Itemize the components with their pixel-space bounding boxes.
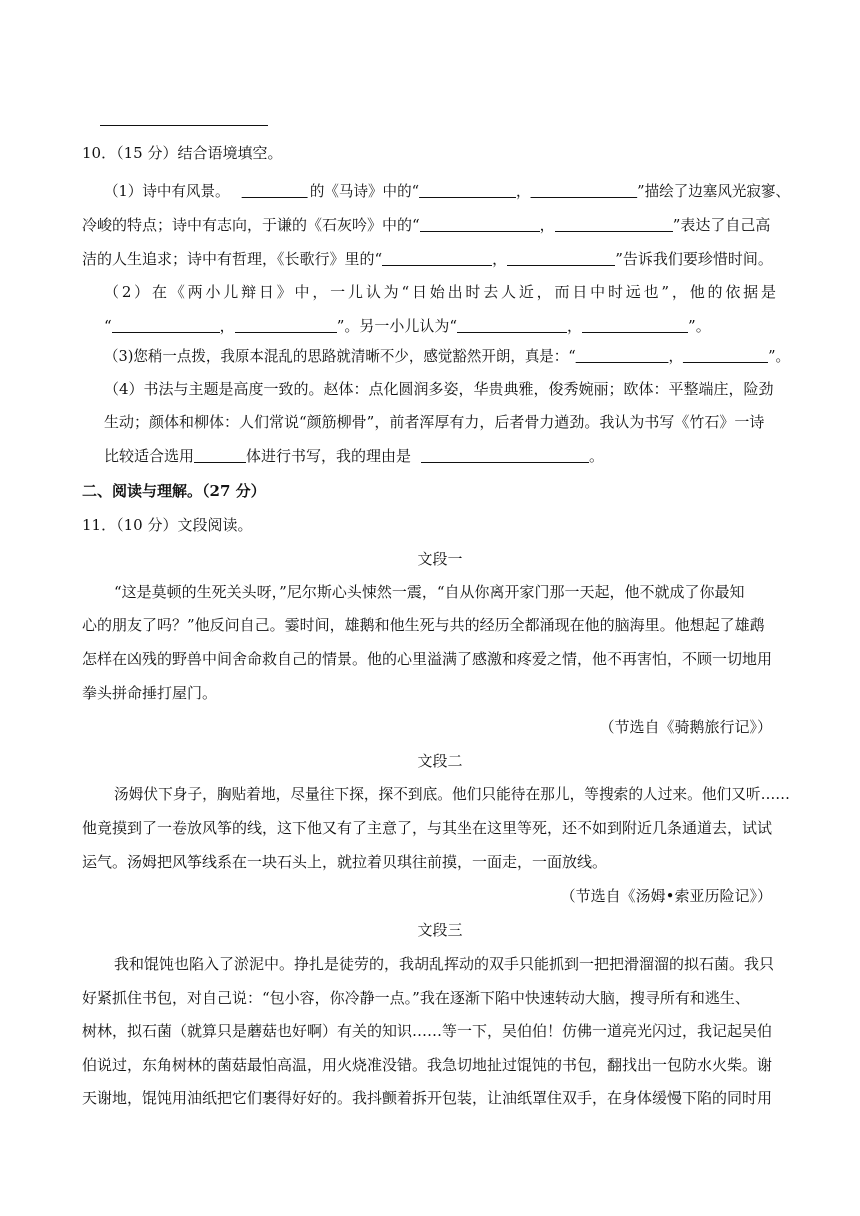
passage-2-source — [561, 886, 772, 906]
blank-shihuiyin-1[interactable] — [420, 215, 540, 232]
passage-2-line — [114, 784, 790, 804]
passage-2-heading — [0, 751, 860, 771]
q10-p3-comma: ， — [668, 347, 684, 365]
passage-3-line — [82, 1088, 772, 1108]
passage-2-line-3: 运气。汤姆把风筝线系在一块石头上，就拉着贝琪往前摸，一面走，一面放线。 — [82, 853, 608, 871]
q10-part4-line3 — [104, 446, 604, 466]
question-11-title-text: 11．（10 分）文段阅读。 — [82, 516, 253, 534]
q10-p2-line1-text: （2）在《两小儿辩日》中，一儿认为“日始出时去人近，而日中时远也”，他的依据是 — [104, 283, 776, 301]
section-2-heading — [82, 481, 266, 501]
blank-mashi-2[interactable] — [531, 181, 638, 198]
passage-1-heading — [0, 549, 860, 569]
passage-2-line-1: 汤姆伏下身子，胸贴着地，尽量往下探，探不到底。他们只能待在那儿，等搜索的人过来。他们又听…… — [114, 785, 791, 803]
passage-3-heading — [0, 920, 860, 940]
passage-3-line-3: 树林，拟石菌（就算只是蘑菇也好啊）有关的知识……等一下，吴伯伯！仿佛一道亮光闪过，我记起吴伯 — [82, 1022, 773, 1040]
passage-2-line-2: 他竟摸到了一卷放风筝的线，这下他又有了主意了，与其坐在这里等死，还不如到附近几条通道去，试试 — [82, 819, 773, 837]
passage-3-line — [114, 954, 774, 974]
passage-1-line — [82, 649, 772, 669]
passage-1-source — [599, 717, 772, 737]
q10-part1-line3 — [82, 249, 773, 269]
q10-p1-text-a: （1）诗中有风景。 — [104, 182, 230, 200]
q10-p3-text-c: ”。 — [768, 347, 790, 365]
q10-p1-text-b: 的《马诗》中的“ — [309, 182, 420, 200]
q10-part4-line2 — [104, 412, 764, 432]
q10-p1-line3-a: 洁的人生追求；诗中有哲理，《长歌行》里的“ — [82, 250, 383, 268]
blank-mashi-1[interactable] — [419, 181, 516, 198]
section-2-title: 二、阅读与理解。（27 分） — [82, 482, 266, 500]
question-11-title — [82, 515, 252, 535]
q10-part4-line1 — [104, 379, 774, 399]
q10-part2-line2 — [104, 316, 711, 336]
passage-1-line-4: 拳头拼命捶打屋门。 — [82, 684, 218, 702]
blank-poet[interactable] — [242, 181, 308, 198]
passage-3-line — [82, 988, 750, 1008]
q10-p4-line3-a: 比较适合选用 — [104, 447, 195, 465]
blank-dianbo-1[interactable] — [576, 346, 669, 363]
q10-p1-line2-comma: ， — [539, 216, 555, 234]
q10-p2-comma-1: ， — [219, 317, 235, 335]
q10-p1-text-d: ”描绘了边塞风光寂寥、 — [637, 182, 791, 200]
blank-liangxiaoer-3[interactable] — [457, 316, 567, 333]
q10-p1-line2-c: ”表达了自己高 — [672, 216, 771, 234]
passage-3-line-4: 伯说过，东角树林的菌菇最怕高温，用火烧准没错。我急切地扯过馄饨的书包，翻找出一包防水火柴。谢 — [82, 1056, 773, 1074]
q10-p4-line3-b: 体进行书写，我的理由是 — [246, 447, 412, 465]
blank-reason[interactable] — [421, 446, 589, 463]
q10-part3 — [104, 346, 790, 366]
blank-changgexing-1[interactable] — [382, 249, 492, 266]
q10-p4-line1-text: （4）书法与主题是高度一致的。赵体：点化圆润多姿，华贵典雅，俊秀婉丽；欧体：平整端庄，险劲 — [104, 380, 774, 398]
passage-3-line — [82, 1055, 772, 1075]
q10-p2-quote-open: “ — [104, 317, 112, 335]
passage-3-line-2: 好紧抓住书包，对自己说：“包小容，你冷静一点。”我在逐渐下陷中快速转动大脑，搜寻所有和逃生、 — [82, 989, 750, 1007]
passage-2-line — [82, 818, 772, 838]
blank-liangxiaoer-1[interactable] — [112, 316, 220, 333]
answer-blank-line[interactable] — [100, 125, 268, 126]
passage-2-heading-text: 文段二 — [417, 752, 463, 770]
question-10-title-text: 10．（15 分）结合语境填空。 — [82, 144, 283, 162]
blank-liangxiaoer-2[interactable] — [235, 316, 337, 333]
q10-p2-comma-2: ， — [567, 317, 583, 335]
passage-1-line — [82, 683, 217, 703]
passage-2-source-text: （节选自《汤姆•索亚历险记》） — [560, 887, 772, 905]
q10-part1-line2 — [82, 215, 770, 235]
blank-dianbo-2[interactable] — [683, 346, 768, 363]
q10-p4-line2-text: 生动；颜体和柳体：人们常说“颜筋柳骨”，前者浑厚有力，后者骨力遒劲。我认为书写《竹石》一诗 — [104, 413, 765, 431]
q10-p2-text-e: ”。 — [688, 317, 711, 335]
passage-2-line — [82, 852, 607, 872]
q10-part2-line1 — [104, 282, 776, 302]
question-10-title — [82, 143, 282, 163]
passage-1-line-3: 怎样在凶残的野兽中间舍命救自己的情景。他的心里溢满了感激和疼爱之情，他不再害怕，不顾一切地用 — [82, 650, 773, 668]
passage-1-heading-text: 文段一 — [417, 550, 463, 568]
blank-shihuiyin-2[interactable] — [555, 215, 673, 232]
passage-1-line-1: “这是莫顿的生死关头呀，”尼尔斯心头悚然一震，“自从你离开家门那一天起，他不就成了你最知 — [114, 583, 745, 601]
passage-3-line — [82, 1021, 772, 1041]
passage-3-heading-text: 文段三 — [417, 921, 463, 939]
passage-1-source-text: （节选自《骑鹅旅行记》） — [599, 718, 772, 736]
passage-3-line-5: 天谢地，馄饨用油纸把它们裹得好好的。我抖颤着拆开包装，让油纸罩住双手，在身体缓慢下陷的同时用 — [82, 1089, 773, 1107]
blank-liangxiaoer-4[interactable] — [582, 316, 688, 333]
q10-p1-comma: ， — [515, 182, 531, 200]
passage-1-line-2: 心的朋友了吗？”他反问自己。霎时间，雄鹅和他生死与共的经历全都涌现在他的脑海里。他想起了雄鹉 — [82, 616, 765, 634]
passage-1-line — [114, 582, 745, 602]
blank-changgexing-2[interactable] — [507, 249, 615, 266]
passage-3-line-1: 我和馄饨也陷入了淤泥中。挣扎是徒劳的，我胡乱挥动的双手只能抓到一把把滑溜溜的拟石菌。我只 — [114, 955, 775, 973]
q10-p1-line3-c: ”告诉我们要珍惜时间。 — [615, 250, 773, 268]
q10-p1-line3-comma: ， — [492, 250, 508, 268]
blank-calligraphy-style[interactable] — [194, 446, 246, 463]
passage-1-line — [82, 615, 765, 635]
q10-p1-line2-a: 冷峻的特点；诗中有志向，于谦的《石灰吟》中的“ — [82, 216, 420, 234]
q10-p2-text-c: ”。另一小儿认为“ — [336, 317, 458, 335]
q10-p4-line3-c: 。 — [589, 447, 605, 465]
q10-part1-line1 — [104, 181, 790, 201]
q10-p3-text-a: （3)您稍一点拨，我原本混乱的思路就清晰不少，感觉豁然开朗，真是：“ — [104, 347, 576, 365]
